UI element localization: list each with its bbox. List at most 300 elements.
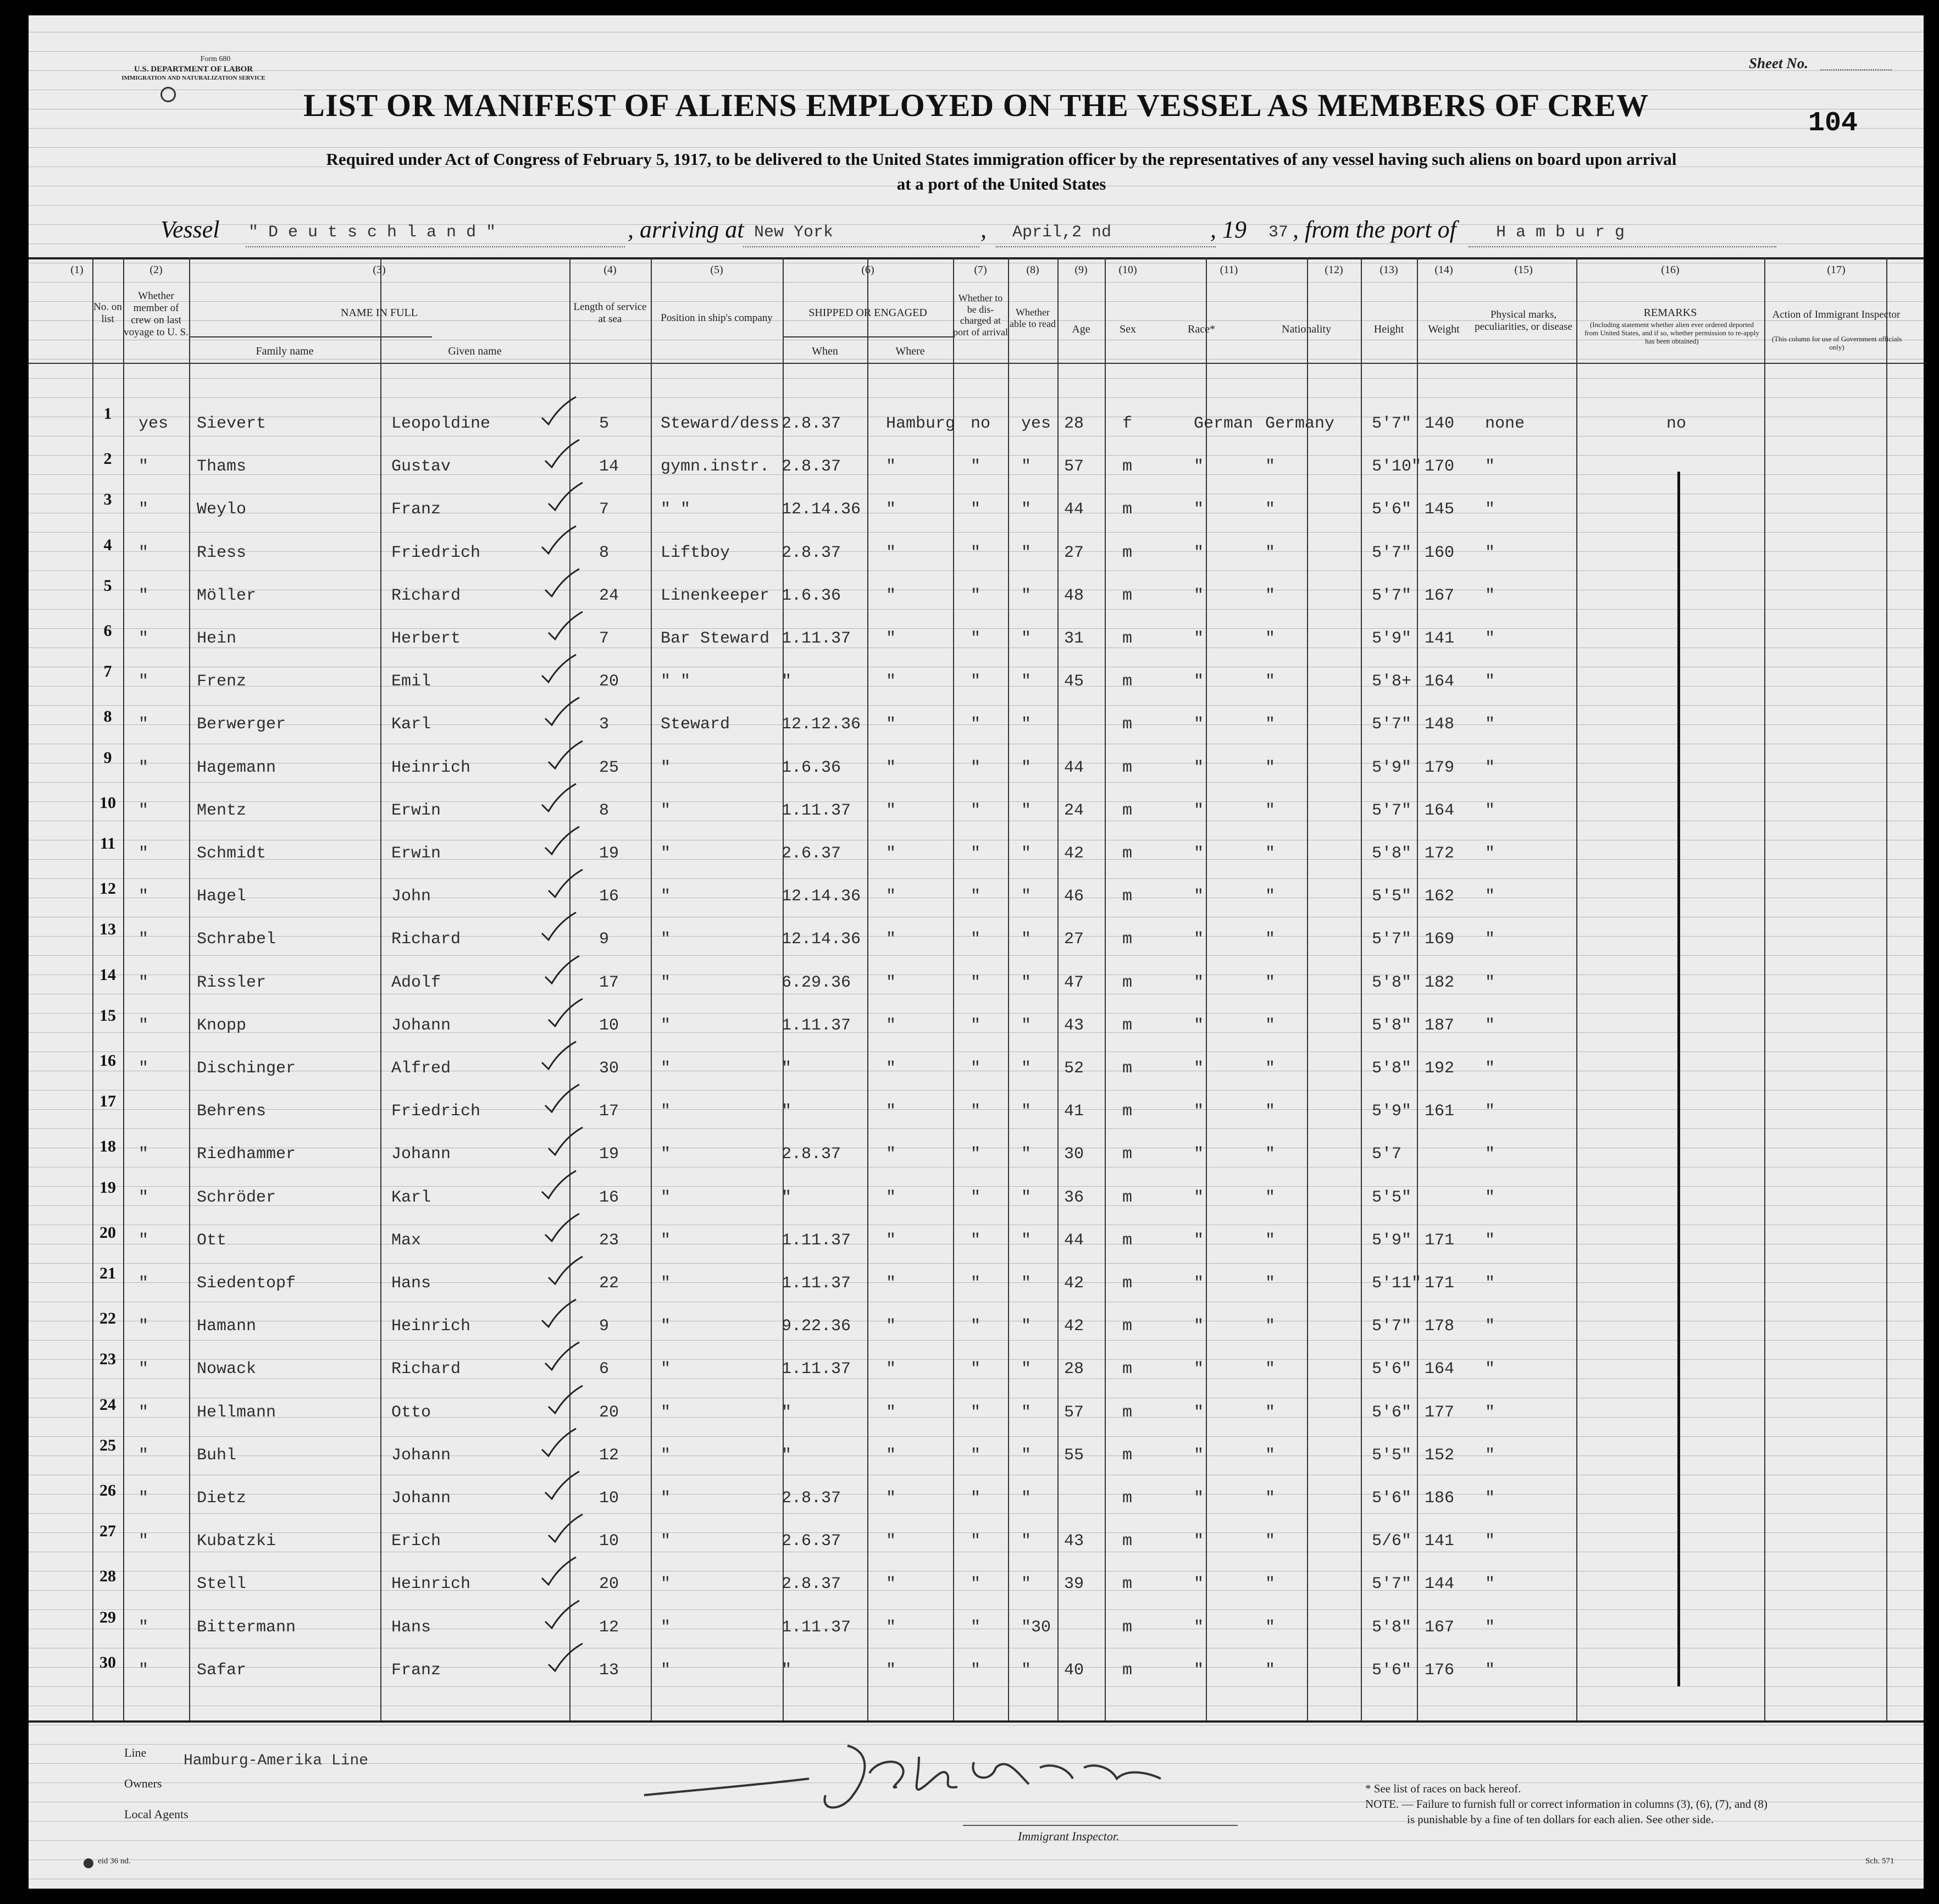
age-cell: 27 xyxy=(1064,930,1084,949)
able-read-cell: " xyxy=(1021,801,1032,820)
row-number: 16 xyxy=(99,1051,116,1070)
last-voyage-cell: " xyxy=(138,758,149,777)
column-divider xyxy=(867,257,868,1720)
service-length-cell: 6 xyxy=(599,1360,610,1379)
name-subheader-border xyxy=(189,336,432,337)
weight-cell: 186 xyxy=(1425,1489,1455,1508)
weight-cell: 141 xyxy=(1425,629,1455,648)
check-mark-icon xyxy=(540,524,578,557)
row-number: 27 xyxy=(99,1522,116,1541)
check-mark-icon xyxy=(540,1555,578,1588)
column-number: (8) xyxy=(1026,264,1039,276)
physical-marks-cell: " xyxy=(1485,930,1495,949)
nationality-cell: " xyxy=(1265,1317,1276,1336)
given-name-cell: Max xyxy=(391,1231,422,1250)
shipped-when-cell: 6.29.36 xyxy=(782,973,851,992)
sex-cell: m xyxy=(1122,629,1133,648)
height-cell: 5'6" xyxy=(1372,1489,1412,1508)
discharged-cell: " xyxy=(971,1532,981,1551)
able-read-cell: " xyxy=(1021,1231,1032,1250)
position-cell: " xyxy=(661,1403,671,1422)
vessel-label: Vessel xyxy=(160,216,220,243)
shipped-when-cell: 9.22.36 xyxy=(782,1317,851,1336)
header-bottom-border xyxy=(29,363,1924,364)
line-value: Hamburg-Amerika Line xyxy=(184,1752,369,1769)
check-mark-icon xyxy=(543,1211,581,1244)
row-number: 1 xyxy=(103,405,112,423)
row-number: 9 xyxy=(103,748,112,767)
height-cell: 5'8" xyxy=(1372,1059,1412,1078)
able-read-cell: " xyxy=(1021,629,1032,648)
header-sex: Sex xyxy=(1120,323,1136,335)
shipped-where-cell: " xyxy=(886,1059,896,1078)
family-name-cell: Stell xyxy=(197,1575,247,1594)
weight-cell: 171 xyxy=(1425,1231,1455,1250)
weight-cell: 169 xyxy=(1425,930,1455,949)
height-cell: 5'9" xyxy=(1372,1231,1412,1250)
inspector-label: Immigrant Inspector. xyxy=(1018,1829,1120,1843)
age-cell: 44 xyxy=(1064,500,1084,519)
service-length-cell: 7 xyxy=(599,629,610,648)
discharged-cell: " xyxy=(971,844,981,863)
discharged-cell: " xyxy=(971,500,981,519)
height-cell: 5'6" xyxy=(1372,1403,1412,1422)
discharged-cell: " xyxy=(971,1618,981,1637)
given-name-cell: John xyxy=(391,887,431,906)
given-name-cell: Richard xyxy=(391,586,461,605)
nationality-cell: " xyxy=(1265,1059,1276,1078)
age-cell: 46 xyxy=(1064,887,1084,906)
shipped-where-cell: " xyxy=(886,973,896,992)
able-read-cell: " xyxy=(1021,758,1032,777)
given-name-cell: Erwin xyxy=(391,801,441,820)
row-number: 30 xyxy=(99,1653,116,1671)
nationality-cell: " xyxy=(1265,758,1276,777)
shipped-subheader-border xyxy=(783,336,953,337)
row-number: 28 xyxy=(99,1567,116,1586)
physical-marks-cell: " xyxy=(1485,1317,1495,1336)
check-mark-icon xyxy=(543,1340,581,1373)
service-length-cell: 19 xyxy=(599,1145,619,1164)
family-name-cell: Hagemann xyxy=(197,758,276,777)
service-length-cell: 9 xyxy=(599,1317,610,1336)
sex-cell: m xyxy=(1122,887,1133,906)
physical-marks-cell: " xyxy=(1485,1059,1495,1078)
height-cell: 5'7" xyxy=(1372,543,1412,562)
arriving-label: , arriving at xyxy=(628,216,744,243)
race-cell: " xyxy=(1194,1059,1204,1078)
column-number: (17) xyxy=(1827,264,1846,276)
sex-cell: m xyxy=(1122,1575,1133,1594)
column-number: (3) xyxy=(373,264,386,276)
able-read-cell: " xyxy=(1021,1446,1032,1465)
service-length-cell: 17 xyxy=(599,973,619,992)
family-name-cell: Kubatzki xyxy=(197,1532,276,1551)
position-cell: gymn.instr. xyxy=(661,457,770,477)
sex-cell: m xyxy=(1122,543,1133,562)
document-subtitle-line2: at a port of the United States xyxy=(896,174,1106,193)
sex-cell: m xyxy=(1122,844,1133,863)
header-nationality: Nationality xyxy=(1282,323,1331,335)
discharged-cell: " xyxy=(971,629,981,648)
race-cell: " xyxy=(1194,715,1204,734)
race-cell: " xyxy=(1194,1403,1204,1422)
column-number: (10) xyxy=(1118,264,1137,276)
year-prefix: , 19 xyxy=(1210,216,1246,243)
able-read-cell: " xyxy=(1021,500,1032,519)
last-voyage-cell: " xyxy=(138,1532,149,1551)
position-cell: " xyxy=(661,1145,671,1164)
position-cell: " xyxy=(661,973,671,992)
able-read-cell: " xyxy=(1021,1016,1032,1035)
nationality-cell: " xyxy=(1265,801,1276,820)
position-cell: " xyxy=(661,801,671,820)
nationality-cell: " xyxy=(1265,457,1276,477)
year-suffix: 37 xyxy=(1268,223,1289,242)
shipped-when-cell: 2.8.37 xyxy=(782,1145,841,1164)
line-label: Line xyxy=(124,1746,147,1759)
document-title: LIST OR MANIFEST OF ALIENS EMPLOYED ON THE VESSEL AS MEMBERS OF CREW xyxy=(303,87,1649,123)
shipped-where-cell: " xyxy=(886,1403,896,1422)
weight-cell: 145 xyxy=(1425,500,1455,519)
arrival-port: New York xyxy=(754,223,834,242)
able-read-cell: " xyxy=(1021,672,1032,691)
height-cell: 5'7" xyxy=(1372,1575,1412,1594)
nationality-cell: " xyxy=(1265,543,1276,562)
service-length-cell: 20 xyxy=(599,1403,619,1422)
vessel-name: " D e u t s c h l a n d " xyxy=(248,223,496,242)
row-number: 15 xyxy=(99,1006,116,1025)
discharged-cell: no xyxy=(971,414,991,433)
race-cell: " xyxy=(1194,1446,1204,1465)
physical-marks-cell: none xyxy=(1485,414,1525,433)
given-name-cell: Franz xyxy=(391,500,441,519)
age-cell: 40 xyxy=(1064,1661,1084,1680)
row-number: 25 xyxy=(99,1436,116,1454)
last-voyage-cell: " xyxy=(138,930,149,949)
check-mark-icon xyxy=(546,739,585,772)
row-number: 20 xyxy=(99,1223,116,1242)
age-cell: 28 xyxy=(1064,414,1084,433)
family-name-cell: Berwerger xyxy=(197,715,286,734)
weight-cell: 172 xyxy=(1425,844,1455,863)
height-cell: 5'7" xyxy=(1372,586,1412,605)
able-read-cell: " xyxy=(1021,1360,1032,1379)
shipped-when-cell: 1.11.37 xyxy=(782,629,851,648)
last-voyage-cell: " xyxy=(138,1489,149,1508)
date-separator: , xyxy=(980,216,987,243)
age-cell: 28 xyxy=(1064,1360,1084,1379)
age-cell: 39 xyxy=(1064,1575,1084,1594)
race-cell: " xyxy=(1194,930,1204,949)
family-name-cell: Schröder xyxy=(197,1188,276,1207)
physical-marks-cell: " xyxy=(1485,1403,1495,1422)
family-name-cell: Rissler xyxy=(197,973,267,992)
last-voyage-cell: " xyxy=(138,1403,149,1422)
row-number: 19 xyxy=(99,1178,116,1197)
given-name-cell: Johann xyxy=(391,1446,451,1465)
discharged-cell: " xyxy=(971,1016,981,1035)
last-voyage-cell: " xyxy=(138,629,149,648)
age-cell: 52 xyxy=(1064,1059,1084,1078)
check-mark-icon xyxy=(543,695,581,728)
nationality-cell: " xyxy=(1265,500,1276,519)
age-cell: 30 xyxy=(1064,1145,1084,1164)
physical-marks-cell: " xyxy=(1485,1489,1495,1508)
column-number: (1) xyxy=(70,264,84,276)
header-physical: Physical marks, peculiarities, or disease xyxy=(1475,309,1572,333)
physical-marks-cell: " xyxy=(1485,1446,1495,1465)
header-action: Action of Immigrant Inspector xyxy=(1772,309,1901,320)
last-voyage-cell: " xyxy=(138,844,149,863)
nationality-cell: " xyxy=(1265,1489,1276,1508)
race-cell: " xyxy=(1194,1360,1204,1379)
column-divider xyxy=(1576,257,1577,1720)
check-mark-icon xyxy=(546,1383,585,1416)
service-length-cell: 7 xyxy=(599,500,610,519)
able-read-cell: " xyxy=(1021,930,1032,949)
shipped-where-cell: " xyxy=(886,672,896,691)
last-voyage-cell: yes xyxy=(138,414,169,433)
header-family-name: Family name xyxy=(256,345,314,357)
sex-cell: m xyxy=(1122,457,1133,477)
last-voyage-cell: " xyxy=(138,586,149,605)
header-name-in-full: NAME IN FULL xyxy=(341,307,418,319)
port-underline xyxy=(743,246,979,247)
race-cell: " xyxy=(1194,1145,1204,1164)
given-name-cell: Alfred xyxy=(391,1059,451,1078)
race-cell: " xyxy=(1194,1102,1204,1121)
able-read-cell: " xyxy=(1021,1059,1032,1078)
position-cell: " xyxy=(661,1188,671,1207)
last-voyage-cell: " xyxy=(138,1446,149,1465)
column-number: (7) xyxy=(974,264,987,276)
race-cell: " xyxy=(1194,844,1204,863)
check-mark-icon xyxy=(540,782,578,815)
nationality-cell: " xyxy=(1265,715,1276,734)
column-number: (16) xyxy=(1661,264,1680,276)
header-where: Where xyxy=(895,345,925,357)
shipped-when-cell: 2.8.37 xyxy=(782,1575,841,1594)
header-shipped: SHIPPED OR ENGAGED xyxy=(808,307,927,319)
given-name-cell: Karl xyxy=(391,715,431,734)
weight-cell: 178 xyxy=(1425,1317,1455,1336)
last-voyage-cell: " xyxy=(138,715,149,734)
able-read-cell: " xyxy=(1021,1489,1032,1508)
physical-marks-cell: " xyxy=(1485,586,1495,605)
position-cell: " xyxy=(661,1489,671,1508)
height-cell: 5'8" xyxy=(1372,1618,1412,1637)
discharged-cell: " xyxy=(971,887,981,906)
header-no-on-list: No. on list xyxy=(93,301,122,325)
row-number: 14 xyxy=(99,965,116,984)
position-cell: " xyxy=(661,758,671,777)
weight-cell: 140 xyxy=(1425,414,1455,433)
discharged-cell: " xyxy=(971,801,981,820)
column-divider xyxy=(92,257,93,1720)
header-race: Race* xyxy=(1188,323,1215,335)
family-name-cell: Hamann xyxy=(197,1317,257,1336)
weight-cell: 161 xyxy=(1425,1102,1455,1121)
height-cell: 5'7" xyxy=(1372,715,1412,734)
row-number: 13 xyxy=(99,920,116,939)
from-label: , from the port of xyxy=(1293,216,1456,243)
shipped-when-cell: 1.11.37 xyxy=(782,1231,851,1250)
nationality-cell: " xyxy=(1265,1274,1276,1293)
shipped-where-cell: " xyxy=(886,1532,896,1551)
nationality-cell: " xyxy=(1265,1102,1276,1121)
service-length-cell: 13 xyxy=(599,1661,619,1680)
discharged-cell: " xyxy=(971,758,981,777)
row-number: 11 xyxy=(99,834,116,853)
discharged-cell: " xyxy=(971,715,981,734)
sex-cell: m xyxy=(1122,1532,1133,1551)
family-name-cell: Möller xyxy=(197,586,257,605)
sex-cell: m xyxy=(1122,1274,1133,1293)
last-voyage-cell: " xyxy=(138,973,149,992)
weight-cell: 160 xyxy=(1425,543,1455,562)
position-cell: " xyxy=(661,1231,671,1250)
shipped-where-cell: " xyxy=(886,1102,896,1121)
service-length-cell: 20 xyxy=(599,672,619,691)
shipped-when-cell: " xyxy=(782,1059,792,1078)
sex-cell: m xyxy=(1122,1102,1133,1121)
shipped-when-cell: 1.11.37 xyxy=(782,801,851,820)
age-cell: 57 xyxy=(1064,1403,1084,1422)
row-number: 22 xyxy=(99,1309,116,1328)
header-height: Height xyxy=(1373,323,1404,335)
physical-marks-cell: " xyxy=(1485,844,1495,863)
column-number: (2) xyxy=(149,264,163,276)
physical-marks-cell: " xyxy=(1485,1618,1495,1637)
physical-marks-cell: " xyxy=(1485,672,1495,691)
weight-cell: 162 xyxy=(1425,887,1455,906)
discharged-cell: " xyxy=(971,1489,981,1508)
check-mark-icon xyxy=(546,1254,585,1287)
family-name-cell: Schrabel xyxy=(197,930,276,949)
race-cell: " xyxy=(1194,543,1204,562)
height-cell: 5'9" xyxy=(1372,629,1412,648)
column-number: (13) xyxy=(1380,264,1398,276)
age-cell: 31 xyxy=(1064,629,1084,648)
weight-cell: 192 xyxy=(1425,1059,1455,1078)
discharged-cell: " xyxy=(971,586,981,605)
service-length-cell: 16 xyxy=(599,887,619,906)
table-top-border xyxy=(29,257,1924,259)
discharged-cell: " xyxy=(971,1446,981,1465)
row-number: 29 xyxy=(99,1608,116,1626)
column-divider xyxy=(1008,257,1009,1720)
header-remarks: REMARKS xyxy=(1643,307,1697,319)
service-length-cell: 12 xyxy=(599,1618,619,1637)
header-action-note: (This column for use of Government officials only) xyxy=(1771,335,1902,351)
race-cell: " xyxy=(1194,1618,1204,1637)
print-code: eid 36 nd. xyxy=(98,1857,131,1866)
shipped-where-cell: " xyxy=(886,1231,896,1250)
shipped-where-cell: " xyxy=(886,629,896,648)
check-mark-icon xyxy=(546,1512,585,1545)
service-length-cell: 17 xyxy=(599,1102,619,1121)
service-length-cell: 16 xyxy=(599,1188,619,1207)
race-cell: " xyxy=(1194,1532,1204,1551)
row-number: 5 xyxy=(103,576,112,595)
shipped-when-cell: 2.6.37 xyxy=(782,1532,841,1551)
nationality-cell: " xyxy=(1265,973,1276,992)
nationality-cell: " xyxy=(1265,1532,1276,1551)
weight-cell: 167 xyxy=(1425,586,1455,605)
shipped-where-cell: " xyxy=(886,1188,896,1207)
discharged-cell: " xyxy=(971,1188,981,1207)
height-cell: 5'8" xyxy=(1372,844,1412,863)
discharged-cell: " xyxy=(971,930,981,949)
physical-marks-cell: " xyxy=(1485,1532,1495,1551)
shipped-where-cell: " xyxy=(886,500,896,519)
last-voyage-cell: " xyxy=(138,1188,149,1207)
service-length-cell: 14 xyxy=(599,457,619,477)
height-cell: 5/6" xyxy=(1372,1532,1412,1551)
discharged-cell: " xyxy=(971,1102,981,1121)
column-number: (14) xyxy=(1434,264,1453,276)
discharged-cell: " xyxy=(971,1317,981,1336)
given-name-cell: Hans xyxy=(391,1274,431,1293)
row-number: 7 xyxy=(103,662,112,681)
check-mark-icon xyxy=(540,1426,578,1459)
discharged-cell: " xyxy=(971,1661,981,1680)
check-mark-icon xyxy=(540,1039,578,1072)
position-cell: " xyxy=(661,1446,671,1465)
last-voyage-cell: " xyxy=(138,1231,149,1250)
check-mark-icon xyxy=(543,567,581,600)
able-read-cell: yes xyxy=(1021,414,1051,433)
shipped-when-cell: 12.14.36 xyxy=(782,930,861,949)
shipped-when-cell: 12.14.36 xyxy=(782,887,861,906)
shipped-where-cell: " xyxy=(886,1661,896,1680)
check-mark-icon xyxy=(540,910,578,943)
height-cell: 5'5" xyxy=(1372,887,1412,906)
row-number: 26 xyxy=(99,1481,116,1499)
sex-cell: m xyxy=(1122,1618,1133,1637)
shipped-where-cell: " xyxy=(886,887,896,906)
shipped-when-cell: 2.8.37 xyxy=(782,457,841,477)
shipped-when-cell: 1.6.36 xyxy=(782,586,841,605)
race-cell: German xyxy=(1194,414,1254,433)
header-when: When xyxy=(812,345,838,357)
height-cell: 5'5" xyxy=(1372,1446,1412,1465)
height-cell: 5'6" xyxy=(1372,1360,1412,1379)
weight-cell: 179 xyxy=(1425,758,1455,777)
department-label: U.S. DEPARTMENT OF LABOR xyxy=(134,65,253,74)
nationality-cell: " xyxy=(1265,1360,1276,1379)
service-length-cell: 22 xyxy=(599,1274,619,1293)
last-voyage-cell: " xyxy=(138,457,149,477)
shipped-when-cell: " xyxy=(782,1661,792,1680)
given-name-cell: Heinrich xyxy=(391,758,471,777)
age-cell: 44 xyxy=(1064,1231,1084,1250)
discharged-cell: " xyxy=(971,1145,981,1164)
races-note: * See list of races on back hereof. xyxy=(1365,1782,1521,1795)
height-cell: 5'8" xyxy=(1372,973,1412,992)
shipped-where-cell: Hamburg xyxy=(886,414,956,433)
penalty-note: NOTE. — Failure to furnish full or correct information in columns (3), (6), (7), and (8) xyxy=(1365,1797,1768,1811)
sex-cell: m xyxy=(1122,672,1133,691)
family-name-cell: Dischinger xyxy=(197,1059,296,1078)
owners-label: Owners xyxy=(124,1776,162,1790)
given-name-cell: Hans xyxy=(391,1618,431,1637)
discharged-cell: " xyxy=(971,1360,981,1379)
physical-marks-cell: " xyxy=(1485,1016,1495,1035)
header-age: Age xyxy=(1072,323,1090,335)
sex-cell: m xyxy=(1122,1317,1133,1336)
